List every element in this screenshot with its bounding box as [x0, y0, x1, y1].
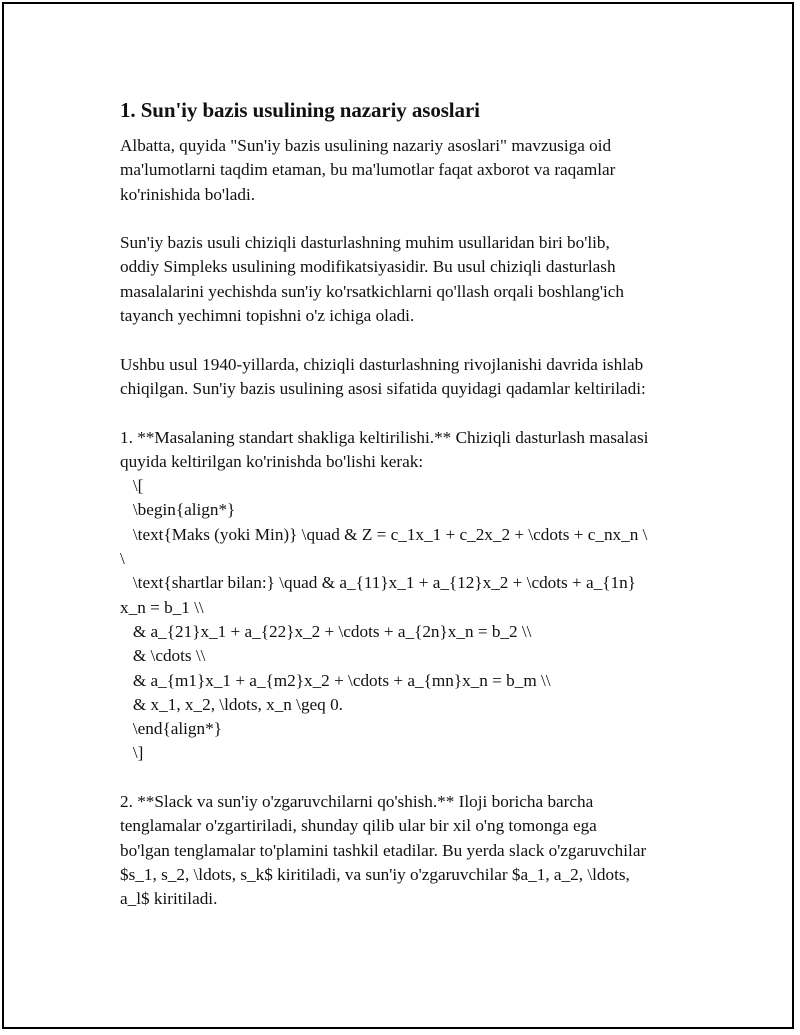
paragraph-gap: [120, 328, 700, 352]
document-title: 1. Sun'iy bazis usulining nazariy asoslari: [120, 98, 480, 122]
paragraph-gap: [120, 401, 700, 425]
document-body: [120, 96, 700, 912]
paragraph-history: Ushbu usul 1940-yillarda, chiziqli dasturlashning rivojlanishi davrida ishlab chiqilgan. Sun'iy bazis usulining asosi sifatida quyidagi qadamlar keltiriladi:: [120, 354, 646, 398]
paragraph-method-description: Sun'iy bazis usuli chiziqli dasturlashning muhim usullaridan biri bo'lib, oddiy Simpleks usulining modifikatsiyasidir. Bu usul chiziqli dasturlash masalalarini yechishda sun'iy ko'rsatkichlarni qo'llash orqali boshlang'ich tayanch yechimni topishni o'z ichiga oladi.: [120, 233, 625, 326]
paragraph-step-1: 1. **Masalaning standart shakliga keltirilishi.** Chiziqli dasturlash masalasi quyida keltirilgan ko'rinishda bo'lishi kerak: \[ \begin{align*} \text{Maks (yoki Min)} \quad & Z = c_1x_1 + c_2x_2 + \cdots + c_nx_n \ \ \text{shartlar bilan:} \quad & a_{11}x_1 + a_{12}x_2 + \cdots + a_{1n} x_n = b_1 \\ & a_{21}x_1 + a_{22}x_2 + \cdots + a_{2n}x_n = b_2 \\ & \cdots \\ & a_{m1}x_1 + a_{m2}x_2 + \cdots + a_{mn}x_n = b_m \\ & x_1, x_2, \ldots, x_n \geq 0. \end{align*} \]: [120, 427, 649, 763]
paragraph-step-2: 2. **Slack va sun'iy o'zgaruvchilarni qo'shish.** Iloji boricha barcha tenglamalar o'zgartiriladi, shunday qilib ular bir xil o'ng tomonga ega bo'lgan tenglamalar to'plamini tashkil etadilar. Bu yerda slack o'zgaruvchilar $s_1, s_2, \ldots, s_k$ kiritiladi, va sun'iy o'zgaruvchilar $a_1, a_2, \ldots, a_l$ kiritiladi.: [120, 792, 647, 909]
paragraph-gap: [120, 207, 700, 231]
paragraph-gap: [120, 766, 700, 790]
page-frame: [2, 2, 794, 1029]
paragraph-intro: Albatta, quyida "Sun'iy bazis usulining nazariy asoslari" mavzusiga oid ma'lumotlarni taqdim etaman, bu ma'lumotlar faqat axborot va raqamlar ko'rinishida bo'ladi.: [120, 136, 616, 204]
